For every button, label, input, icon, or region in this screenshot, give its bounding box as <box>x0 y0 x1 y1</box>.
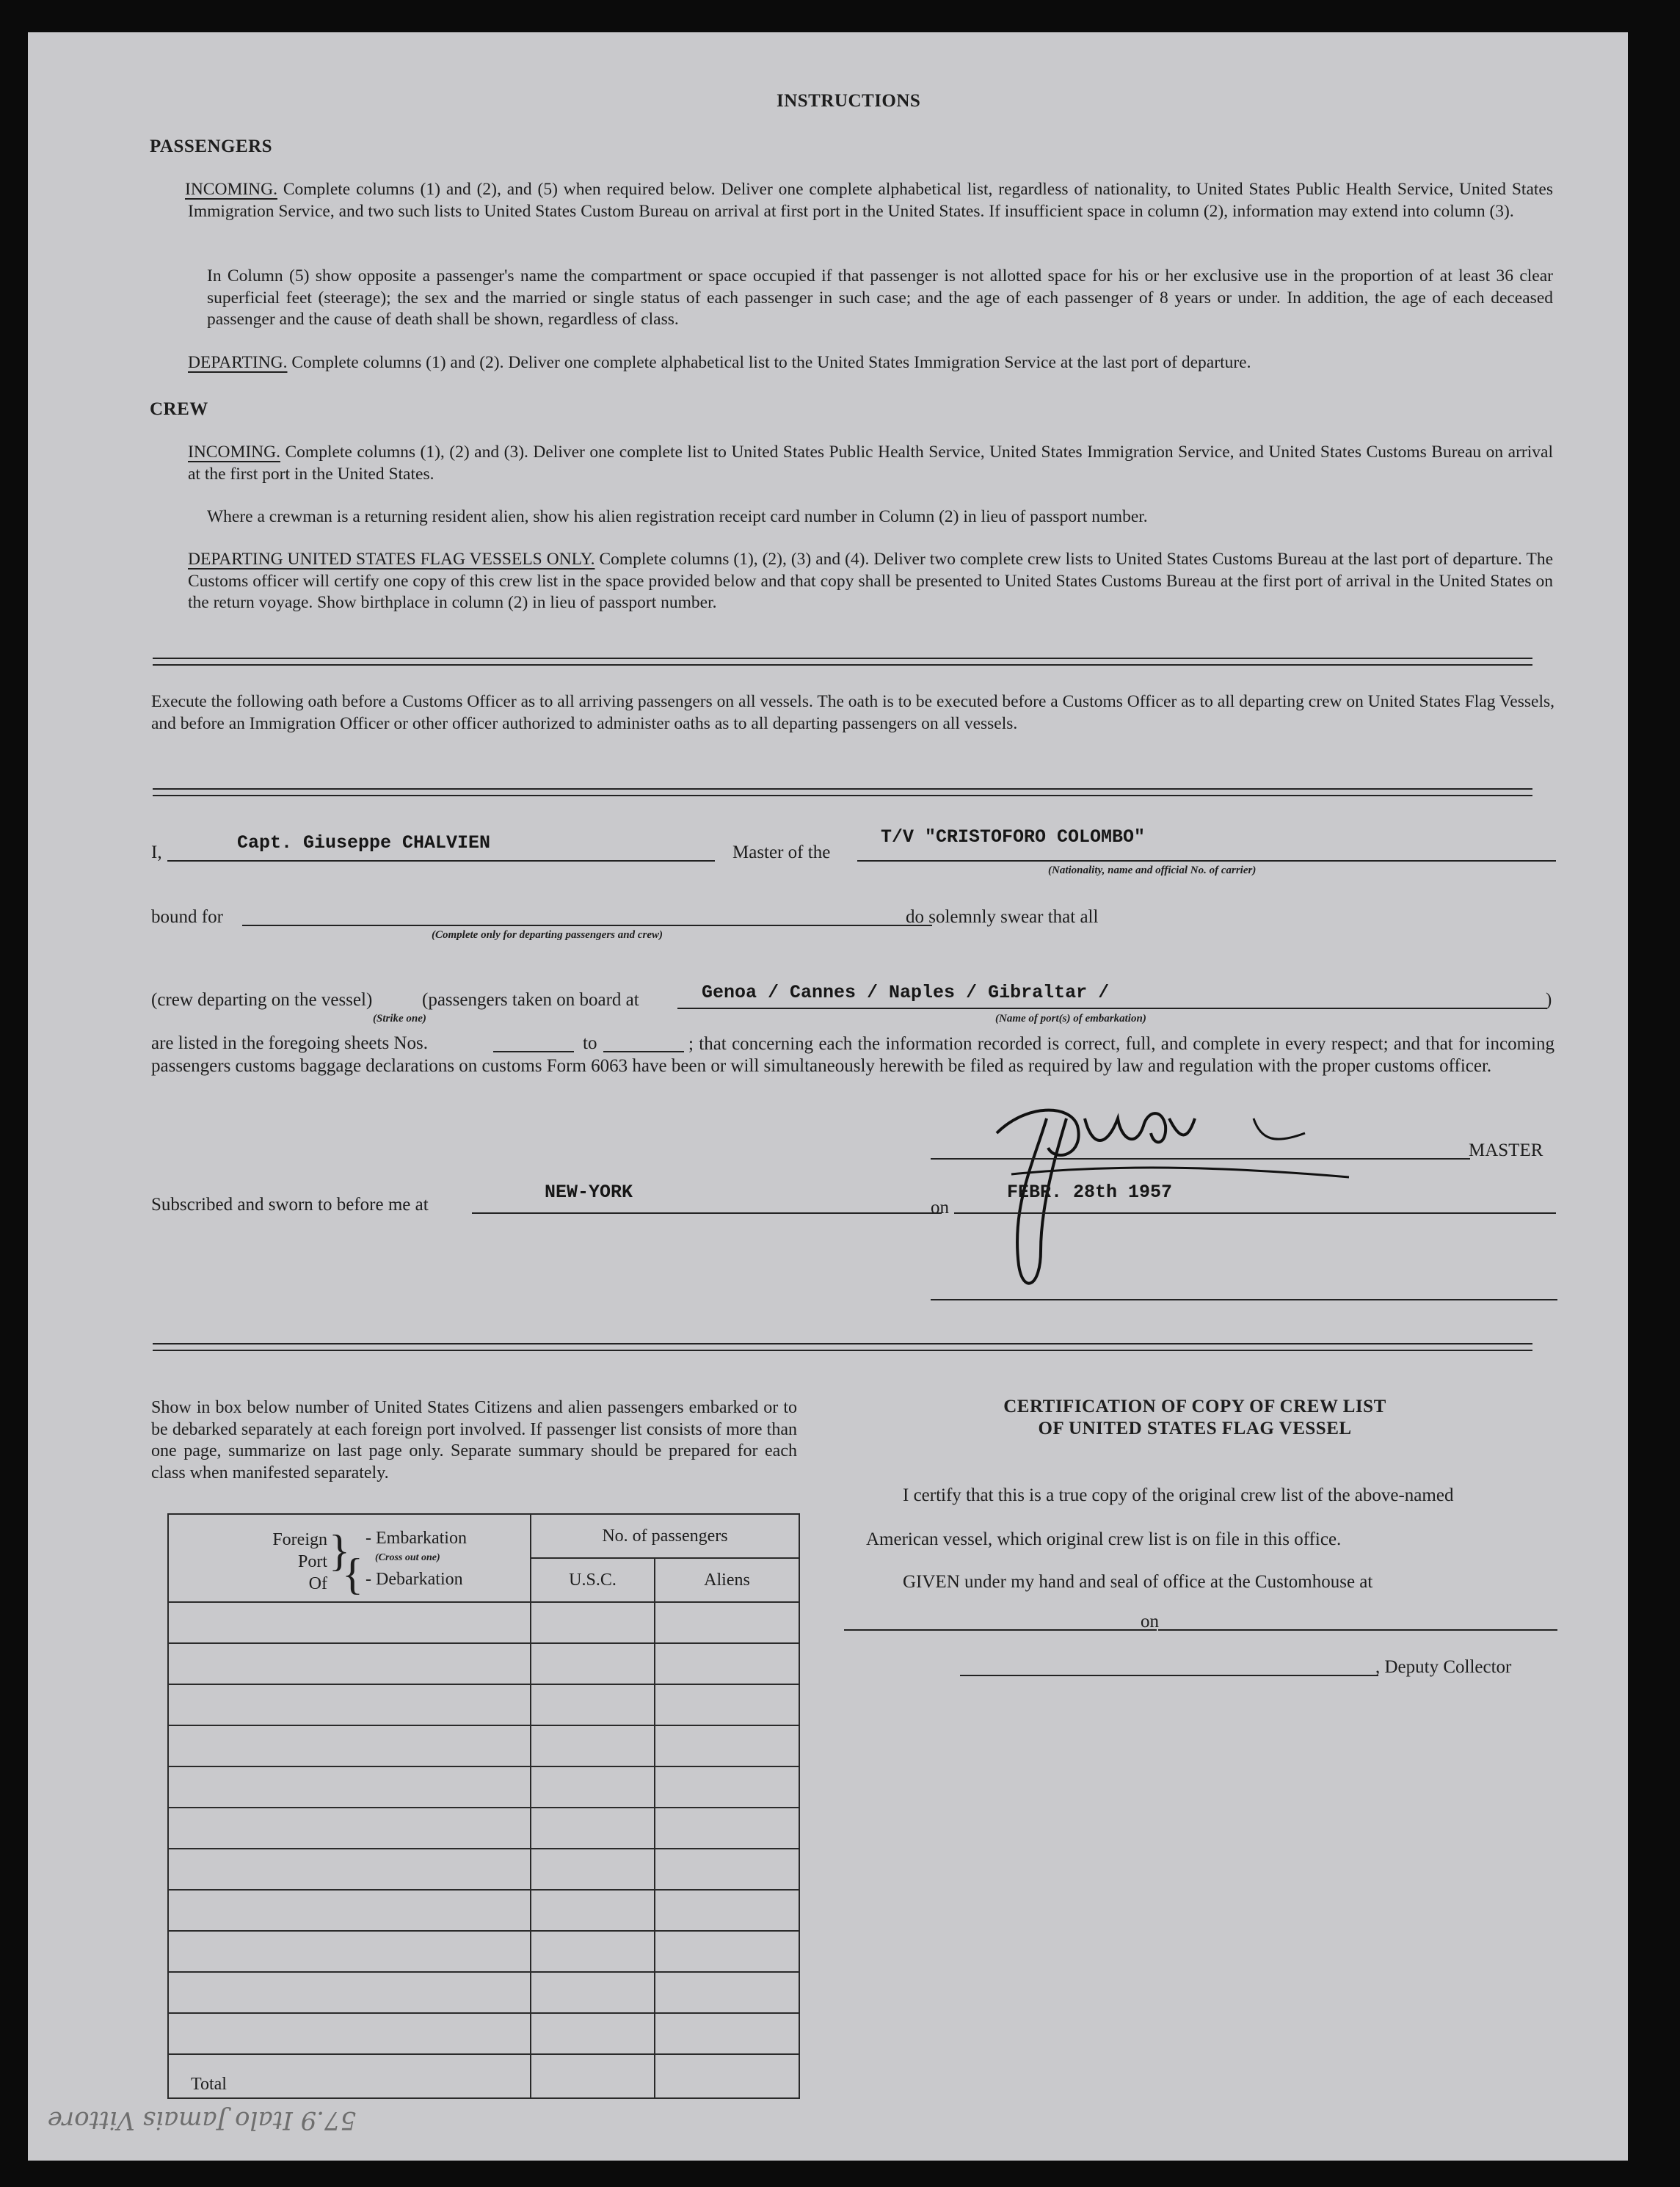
sworn-place: NEW-YORK <box>545 1182 633 1203</box>
section-divider <box>153 788 1532 796</box>
bound-for-caption: (Complete only for departing passengers and crew) <box>432 929 663 941</box>
vessel-line <box>857 860 1556 862</box>
crew-incoming-label: INCOMING. <box>188 443 280 462</box>
summary-cell-usc[interactable] <box>531 1931 655 1972</box>
sworn-place-line <box>472 1212 942 1214</box>
summary-row <box>168 1931 799 1972</box>
summary-cell-port[interactable] <box>168 1931 531 1972</box>
summary-cell-usc[interactable] <box>531 1684 655 1725</box>
subscribed-label: Subscribed and sworn to before me at <box>151 1195 429 1215</box>
summary-row <box>168 1684 799 1725</box>
summary-row <box>168 1725 799 1766</box>
summary-cell-usc[interactable] <box>531 1849 655 1890</box>
summary-cell-port[interactable] <box>168 1808 531 1849</box>
instructions-title: INSTRUCTIONS <box>777 91 921 111</box>
close-paren: ) <box>1546 990 1552 1010</box>
summary-row <box>168 1972 799 2013</box>
summary-cell-usc[interactable] <box>531 1808 655 1849</box>
brace-left: } <box>342 1550 363 1598</box>
passenger-summary-table <box>167 1513 800 2099</box>
document-page <box>28 32 1628 2161</box>
bound-for-label: bound for <box>151 907 223 927</box>
summary-cell-port[interactable] <box>168 1890 531 1931</box>
crew-departing-label: DEPARTING UNITED STATES FLAG VESSELS ONLY. <box>188 550 595 569</box>
oath-i-label: I, <box>151 843 162 862</box>
passengers-column5-paragraph: In Column (5) show opposite a passenger's name the compartment or space occupied if that passenger is not allotted space for his or her exclusive use in the proportion of at least 36 clear superficial feet (steerage); the sex and the married or single status of each passenger in such case; and the age of each passenger of 8 years or under. In addition, the age of each deceased passenger and the cause of death shall be shown, regardless of class. <box>207 266 1553 329</box>
listed-text-start: are listed in the foregoing sheets Nos. <box>151 1033 428 1053</box>
certification-title <box>975 1396 1415 1440</box>
to-label: to <box>583 1033 597 1053</box>
section-divider <box>153 1343 1532 1351</box>
summary-cell-aliens[interactable] <box>655 1725 799 1766</box>
certify-line-2: American vessel, which original crew list is on file in this office. <box>866 1529 1342 1549</box>
summary-intro: Show in box below number of United States Citizens and alien passengers embarked or to be debarked separately at each foreign port involved. If passenger list consists of more than one page, summarize on last page only. Separate summary should be prepared for each class when manifested separately. <box>151 1398 797 1482</box>
summary-cell-usc[interactable] <box>531 1972 655 2013</box>
summary-cell-aliens[interactable] <box>655 1972 799 2013</box>
certification-title-line-1: CERTIFICATION OF COPY OF CREW LIST <box>1003 1397 1386 1416</box>
vessel-name: T/V "CRISTOFORO COLOMBO" <box>881 826 1146 848</box>
summary-cell-port[interactable] <box>168 1602 531 1643</box>
crew-departing-label: (crew departing on the vessel) <box>151 990 373 1010</box>
summary-cell-usc[interactable] <box>531 1643 655 1684</box>
deputy-signature-line[interactable] <box>960 1675 1378 1676</box>
summary-header-row <box>168 1514 799 1558</box>
summary-row <box>168 1602 799 1643</box>
summary-cell-port[interactable] <box>168 1684 531 1725</box>
crew-heading: CREW <box>150 399 208 419</box>
total-aliens[interactable] <box>655 2054 799 2098</box>
cross-out-label: (Cross out one) <box>375 1552 440 1563</box>
of-label: Of <box>308 1574 327 1593</box>
sworn-date: FEBR. 28th 1957 <box>1007 1182 1173 1203</box>
summary-row <box>168 1808 799 1849</box>
margin-note: 57.9 Italo Jamais Vittore <box>47 2106 357 2135</box>
summary-cell-aliens[interactable] <box>655 1849 799 1890</box>
total-label: Total <box>168 2054 531 2098</box>
total-row <box>168 2054 799 2098</box>
customhouse-line[interactable] <box>844 1629 1157 1631</box>
passengers-incoming-paragraph <box>185 179 1553 222</box>
passengers-departing-text: Complete columns (1) and (2). Deliver one complete alphabetical list to the United States Immigration Service at the last port of departure. <box>287 353 1251 372</box>
embarkation-ports: Genoa / Cannes / Naples / Gibraltar / <box>702 982 1110 1003</box>
master-label: MASTER <box>1469 1140 1543 1160</box>
crew-departing-text: Complete columns (1), (2), (3) and (4). Deliver two complete crew lists to United States Customs Bureau at the last port of departure. The Customs officer will certify one copy of this crew list in the space provided below and that copy shall be presented to United States Customs Bureau at the first port of arrival in the United States on the return voyage. Show birthplace in column (2) in lieu of passport number. <box>188 550 1553 612</box>
master-name-line <box>167 860 715 862</box>
given-line: GIVEN under my hand and seal of office at the Customhouse at <box>903 1572 1373 1592</box>
crew-resident-paragraph: Where a crewman is a returning resident alien, show his alien registration receipt card number in Column (2) in lieu of passport number. <box>207 507 1148 526</box>
summary-row <box>168 1643 799 1684</box>
ports-line <box>677 1008 1547 1009</box>
deputy-collector-label: , Deputy Collector <box>1375 1657 1512 1677</box>
port-label: Port <box>297 1552 327 1571</box>
master-name: Capt. Giuseppe CHALVIEN <box>237 832 491 854</box>
strike-caption: (Strike one) <box>373 1013 426 1025</box>
usc-header: U.S.C. <box>531 1558 655 1602</box>
summary-row <box>168 1849 799 1890</box>
listed-text-rest: ; that concerning each the information recorded is correct, full, and complete in every respect; and that for incoming passengers customs baggage declarations on customs Form 6063 have been or will simultaneously herewith be filed as required by law and regulation with the proper customs officer. <box>151 1034 1554 1076</box>
passengers-departing-paragraph <box>188 352 1553 374</box>
certify-line-1: I certify that this is a true copy of the original crew list of the above-named <box>903 1485 1454 1505</box>
sworn-date-line <box>954 1212 1556 1214</box>
swear-label: do solemnly swear that all <box>906 907 1099 927</box>
summary-row <box>168 1766 799 1808</box>
summary-cell-port[interactable] <box>168 1849 531 1890</box>
summary-cell-port[interactable] <box>168 2013 531 2054</box>
ports-caption: (Name of port(s) of embarkation) <box>995 1013 1146 1025</box>
master-of-label: Master of the <box>732 843 831 862</box>
summary-cell-port[interactable] <box>168 1766 531 1808</box>
summary-row <box>168 1890 799 1931</box>
master-signature-line <box>931 1158 1470 1160</box>
summary-cell-port[interactable] <box>168 1972 531 2013</box>
summary-cell-usc[interactable] <box>531 2013 655 2054</box>
foreign-label: Foreign <box>272 1530 327 1549</box>
aliens-header: Aliens <box>655 1558 799 1602</box>
summary-cell-usc[interactable] <box>531 1890 655 1931</box>
total-usc[interactable] <box>531 2054 655 2098</box>
brace-right: } <box>329 1526 350 1575</box>
oath-intro: Execute the following oath before a Customs Officer as to all arriving passengers on all vessels. The oath is to be executed before a Customs Officer as to all departing crew on United States Flag Vessels, and before an Immigration Officer or other officer authorized to administer oaths as to all departing passengers on all vessels. <box>151 692 1554 733</box>
debarkation-label: - Debarkation <box>366 1570 463 1589</box>
crew-incoming-paragraph <box>188 442 1553 485</box>
summary-cell-aliens[interactable] <box>655 1643 799 1684</box>
summary-body <box>168 1602 799 2054</box>
summary-cell-aliens[interactable] <box>655 1808 799 1849</box>
summary-row <box>168 2013 799 2054</box>
passengers-heading: PASSENGERS <box>150 137 273 156</box>
officer-signature-line <box>931 1299 1557 1300</box>
passengers-departing-label: DEPARTING. <box>188 353 288 372</box>
vessel-caption: (Nationality, name and official No. of carrier) <box>1048 865 1257 876</box>
summary-cell-aliens[interactable] <box>655 1890 799 1931</box>
crew-incoming-text: Complete columns (1), (2) and (3). Deliver one complete list to United States Public Health Service, United States Immigration Service, and United States Customs Bureau on arrival at the first port in the United States. <box>188 443 1553 484</box>
summary-cell-aliens[interactable] <box>655 1931 799 1972</box>
summary-cell-usc[interactable] <box>531 1725 655 1766</box>
summary-cell-port[interactable] <box>168 1643 531 1684</box>
passengers-taken-label: (passengers taken on board at <box>422 990 639 1010</box>
crew-departing-paragraph <box>188 549 1553 614</box>
summary-cell-usc[interactable] <box>531 1602 655 1643</box>
sworn-on-label: on <box>931 1198 949 1218</box>
passengers-incoming-label: INCOMING. <box>185 180 277 199</box>
certification-date-line[interactable] <box>1158 1629 1557 1631</box>
margin-handwriting-icon <box>40 2097 363 2153</box>
section-divider <box>153 658 1532 666</box>
bound-for-line <box>242 925 932 926</box>
no-passengers-header: No. of passengers <box>531 1514 799 1558</box>
summary-cell-port[interactable] <box>168 1725 531 1766</box>
summary-cell-usc[interactable] <box>531 1766 655 1808</box>
passengers-incoming-text: Complete columns (1) and (2), and (5) when required below. Deliver one complete alphabetical list, regardless of nationality, to United States Public Health Service, United States Immigration Service, and two such lists to United States Custom Bureau on arrival at first port in the United States. If insufficient space in column (2), information may extend into column (3). <box>188 180 1553 221</box>
embarkation-label: - Embarkation <box>366 1529 467 1548</box>
summary-cell-aliens[interactable] <box>655 1766 799 1808</box>
foreign-port-header <box>168 1514 531 1602</box>
certification-title-line-2: OF UNITED STATES FLAG VESSEL <box>1038 1419 1352 1438</box>
summary-cell-aliens[interactable] <box>655 1684 799 1725</box>
certification-on-label: on <box>1141 1612 1159 1631</box>
summary-cell-aliens[interactable] <box>655 2013 799 2054</box>
summary-cell-aliens[interactable] <box>655 1602 799 1643</box>
